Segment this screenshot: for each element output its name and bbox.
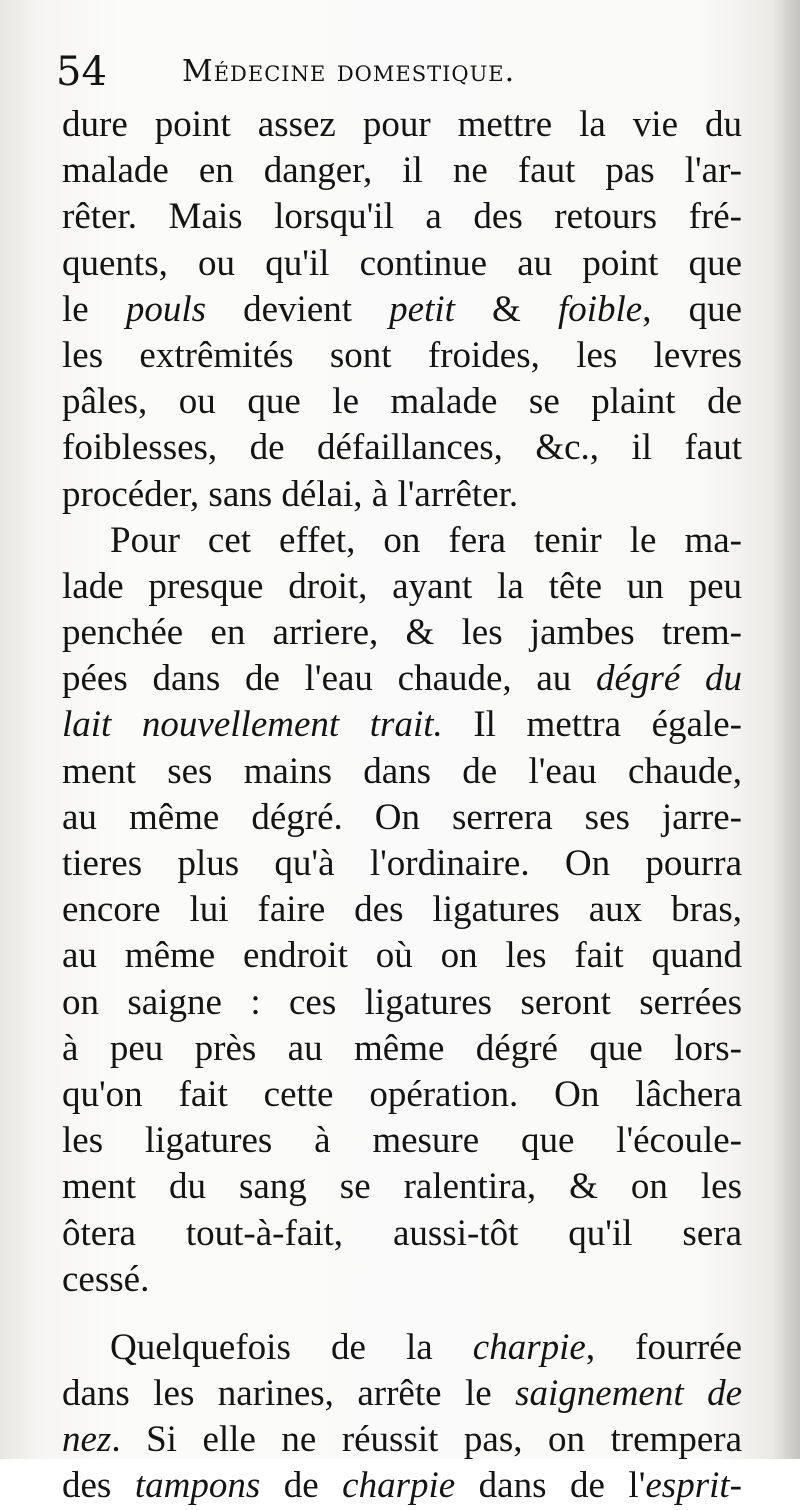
italic-run: foible <box>557 288 643 330</box>
text-line <box>62 425 742 471</box>
text-run: pâles, ou que le malade se plaint de <box>62 381 742 423</box>
text-line <box>62 980 742 1026</box>
text-run: procéder, sans délai, à l'arrêter. <box>62 473 519 515</box>
text-run: . Si elle ne réussit pas, on trempera <box>111 1419 742 1461</box>
text-run: , fourrée <box>585 1326 742 1368</box>
text-run: les ligatures à mesure que l'écoule- <box>62 1120 742 1162</box>
body-text <box>62 102 742 1510</box>
text-line <box>62 795 742 841</box>
italic-run: dégré du <box>596 658 742 700</box>
text-run: dans de l' <box>455 1465 646 1507</box>
italic-run: nez <box>62 1419 112 1461</box>
text-run: de <box>260 1465 343 1507</box>
text-line <box>62 241 742 287</box>
text-run: le <box>62 288 126 330</box>
running-head: Médecine domestique. <box>182 54 516 89</box>
text-line <box>62 472 742 518</box>
text-line <box>62 194 742 240</box>
text-run: pées dans de l'eau chaude, au <box>62 658 597 700</box>
text-run: les extrêmités sont froides, les levres <box>62 334 742 376</box>
page-number: 54 <box>56 49 107 95</box>
text-line <box>62 1118 742 1164</box>
text-run: rêter. Mais lorsqu'il a des retours fré- <box>62 196 742 238</box>
text-run: ôtera tout-à-fait, aussi-tôt qu'il sera <box>62 1212 742 1254</box>
text-run: ment ses mains dans de l'eau chaude, <box>62 750 742 792</box>
text-run: & <box>454 288 558 330</box>
text-line <box>62 749 742 795</box>
text-line <box>62 1211 742 1257</box>
text-line <box>62 102 742 148</box>
text-run: lade presque droit, ayant la tête un peu <box>62 565 742 607</box>
text-run: à peu près au même dégré que lors- <box>62 1027 742 1069</box>
text-run: dure point assez pour mettre la vie du <box>62 104 742 145</box>
text-run: devient <box>206 288 390 330</box>
text-line <box>62 702 742 748</box>
italic-run: pouls <box>125 288 207 330</box>
italic-run: charpie <box>342 1465 456 1507</box>
italic-run: petit <box>389 288 455 330</box>
text-run: on saigne : ces ligatures seront serrées <box>62 981 742 1023</box>
paragraph <box>62 102 742 518</box>
text-line <box>62 933 742 979</box>
text-line <box>62 518 742 564</box>
text-line <box>62 1325 742 1371</box>
page-header <box>56 44 756 100</box>
text-run: des <box>62 1465 135 1507</box>
text-line <box>62 148 742 194</box>
text-run: Quelquefois de la <box>110 1326 473 1368</box>
text-line <box>62 333 742 379</box>
text-run: Pour cet effet, on fera tenir le ma- <box>110 519 742 561</box>
text-line <box>62 1417 742 1463</box>
italic-run: esprit- <box>645 1465 742 1507</box>
text-run: qu'on fait cette opération. On lâchera <box>62 1073 742 1115</box>
text-run: encore lui faire des ligatures aux bras, <box>62 889 742 931</box>
paragraph <box>62 1325 742 1510</box>
italic-run: saignement de <box>515 1373 742 1415</box>
paragraph <box>62 518 742 1303</box>
text-run: cessé. <box>62 1258 150 1300</box>
text-line <box>62 887 742 933</box>
text-run: Il mettra égale- <box>442 704 743 746</box>
text-run: foiblesses, de défaillances, &c., il faut <box>62 427 742 469</box>
text-run: penchée en arriere, & les jambes trem- <box>62 612 742 654</box>
text-line <box>62 1026 742 1072</box>
text-line <box>62 610 742 656</box>
text-run: malade en danger, il ne faut pas l'ar- <box>62 150 742 192</box>
text-line <box>62 1257 742 1303</box>
text-run: tieres plus qu'à l'ordinaire. On pourra <box>62 843 742 884</box>
text-line <box>62 564 742 610</box>
italic-run: tampons <box>134 1465 261 1507</box>
text-run: ment du sang se ralentira, & on les <box>62 1166 742 1208</box>
text-line <box>62 287 742 333</box>
text-run: quents, ou qu'il continue au point que <box>62 242 742 284</box>
italic-run: charpie <box>472 1326 586 1368</box>
text-run: dans les narines, arrête le <box>62 1373 516 1415</box>
text-line <box>62 1371 742 1417</box>
text-run: au même endroit où on les fait quand <box>62 935 742 977</box>
text-line <box>62 656 742 702</box>
text-line <box>62 1072 742 1118</box>
text-run: , que <box>642 288 742 330</box>
text-run: au même dégré. On serrera ses jarre- <box>62 796 742 838</box>
italic-run: lait nouvellement trait. <box>62 704 443 746</box>
page-edge-shadow <box>772 0 800 1459</box>
text-line <box>62 1463 742 1509</box>
text-line <box>62 841 742 887</box>
text-line <box>62 379 742 425</box>
text-line <box>62 1164 742 1210</box>
